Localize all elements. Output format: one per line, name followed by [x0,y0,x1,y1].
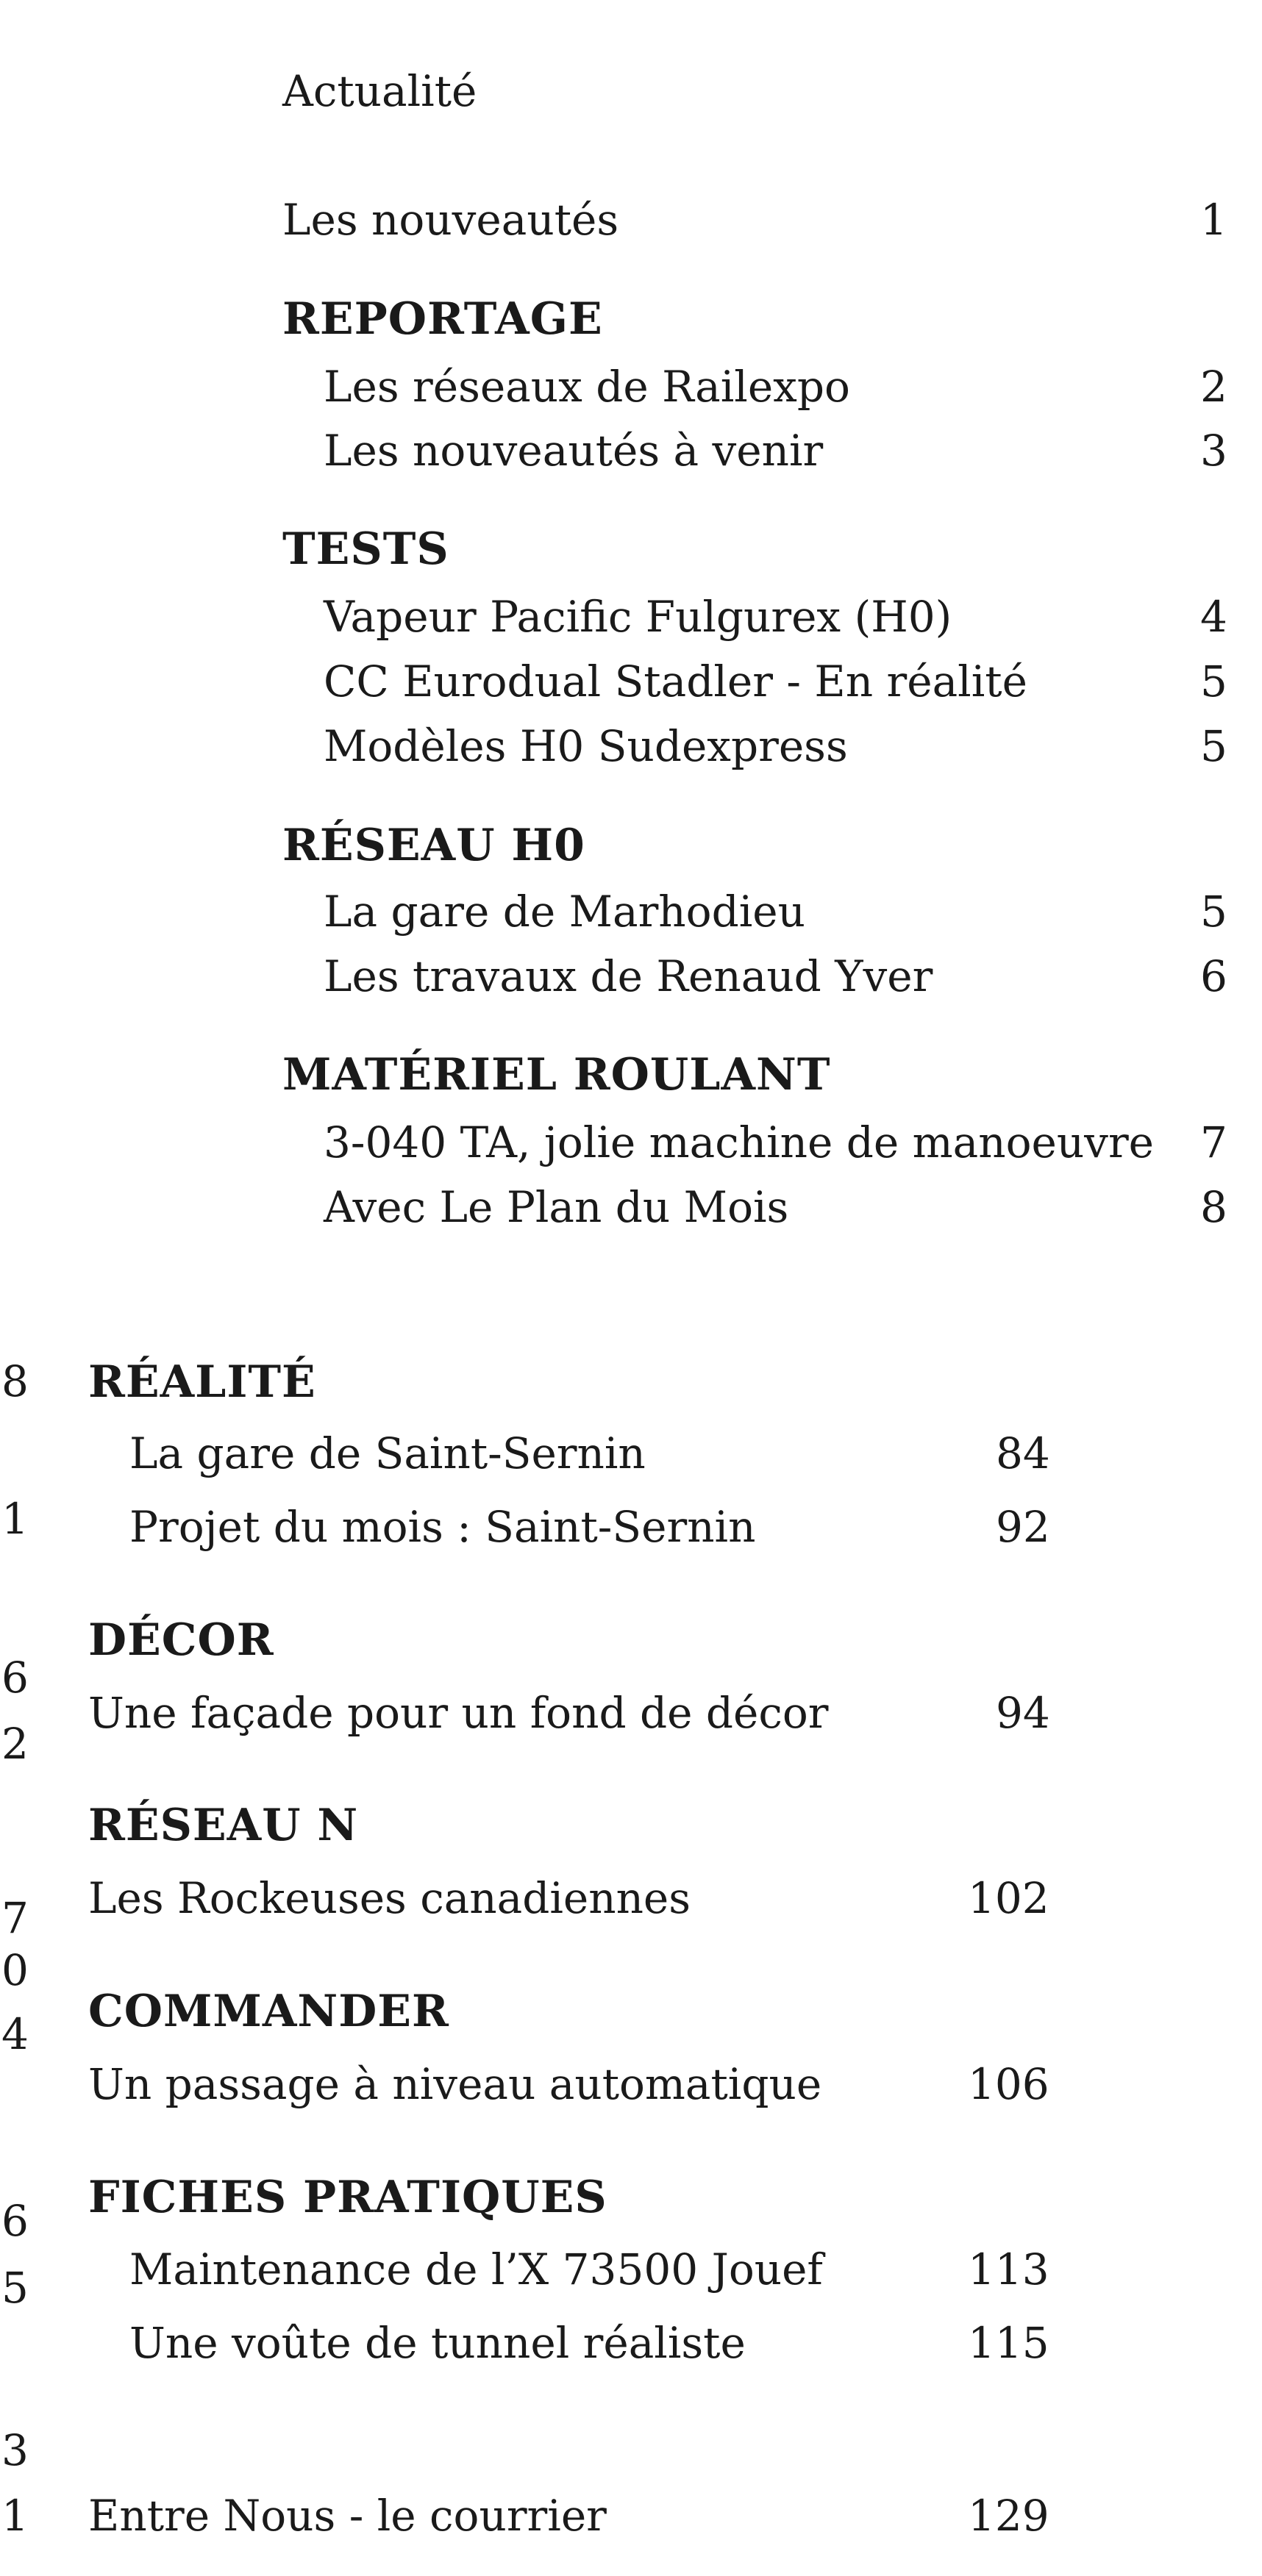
toc-item-label: Avec Le Plan du Mois [324,1182,789,1232]
toc-item-label: Maintenance de l’X 73500 Jouef [129,2244,823,2294]
toc-item-label: 3-040 TA, jolie machine de manoeuvre [324,1117,1154,1167]
toc-item-page: 6 [1200,951,1227,1001]
intro-label: Actualité [282,66,477,116]
fragment-digit: 6 [1,1653,29,1703]
toc-item-label: Les travaux de Renaud Yver [324,951,933,1001]
toc-item-label: Un passage à niveau automatique [88,2059,822,2109]
toc-item-page: 5 [1200,656,1227,706]
toc-item-label: Modèles H0 Sudexpress [324,721,848,771]
toc-item-page: 92 [996,1502,1050,1552]
toc-item-page: 8 [1200,1182,1227,1232]
toc-item-label: Vapeur Pacific Fulgurex (H0) [324,592,952,642]
section-heading-reportage: REPORTAGE [282,293,603,345]
toc-item-page: 7 [1200,1117,1227,1167]
fragment-digit: 0 [1,1945,29,1995]
fragment-digit: 3 [1,2425,29,2475]
toc-item-label: CC Eurodual Stadler - En réalité [324,656,1027,706]
fragment-digit: 7 [1,1893,29,1943]
fragment-digit: 4 [1,2009,29,2059]
section-heading-fiches-pratiques: FICHES PRATIQUES [88,2172,607,2223]
toc-item-page: 129 [968,2491,1049,2541]
section-heading-materiel-roulant: MATÉRIEL ROULANT [282,1049,831,1101]
toc-item-page: 102 [968,1873,1049,1923]
toc-item-label: Projet du mois : Saint-Sernin [129,1502,756,1552]
fragment-digit: 1 [1,1494,29,1544]
section-heading-realite: RÉALITÉ [88,1356,316,1408]
fragment-digit: 5 [1,2263,29,2313]
toc-item-page: 5 [1200,887,1227,937]
toc-item-page: 115 [968,2318,1049,2368]
toc-item-label: Les nouveautés à venir [324,426,824,476]
toc-item-page: 106 [968,2059,1049,2109]
toc-item-page: 4 [1200,592,1227,642]
toc-item-page: 1 [1200,195,1227,245]
toc-item-label: Les nouveautés [282,195,619,245]
toc-item-page: 3 [1200,426,1227,476]
toc-item-label: La gare de Saint-Sernin [129,1428,646,1478]
fragment-digit: 1 [1,2491,29,2541]
toc-item-label: Entre Nous - le courrier [88,2491,607,2541]
toc-item-page: 84 [996,1428,1050,1478]
fragment-digit: 2 [1,1719,29,1769]
fragment-digit: 8 [1,1356,29,1406]
toc-item-label: Une façade pour un fond de décor [88,1688,829,1738]
section-heading-reseau-n: RÉSEAU N [88,1800,359,1851]
section-heading-commander: COMMANDER [88,1986,449,2037]
toc-item-label: La gare de Marhodieu [324,887,805,937]
toc-item-page: 2 [1200,362,1227,412]
section-heading-reseau-h0: RÉSEAU H0 [282,820,585,871]
toc-item-page: 113 [968,2244,1049,2294]
fragment-digit: 6 [1,2196,29,2246]
section-heading-tests: TESTS [282,523,449,575]
toc-item-page: 94 [996,1688,1050,1738]
toc-item-page: 5 [1200,721,1227,771]
toc-item-label: Les réseaux de Railexpo [324,362,850,412]
section-heading-decor: DÉCOR [88,1614,274,1666]
toc-item-label: Les Rockeuses canadiennes [88,1873,691,1923]
toc-item-label: Une voûte de tunnel réaliste [129,2318,746,2368]
